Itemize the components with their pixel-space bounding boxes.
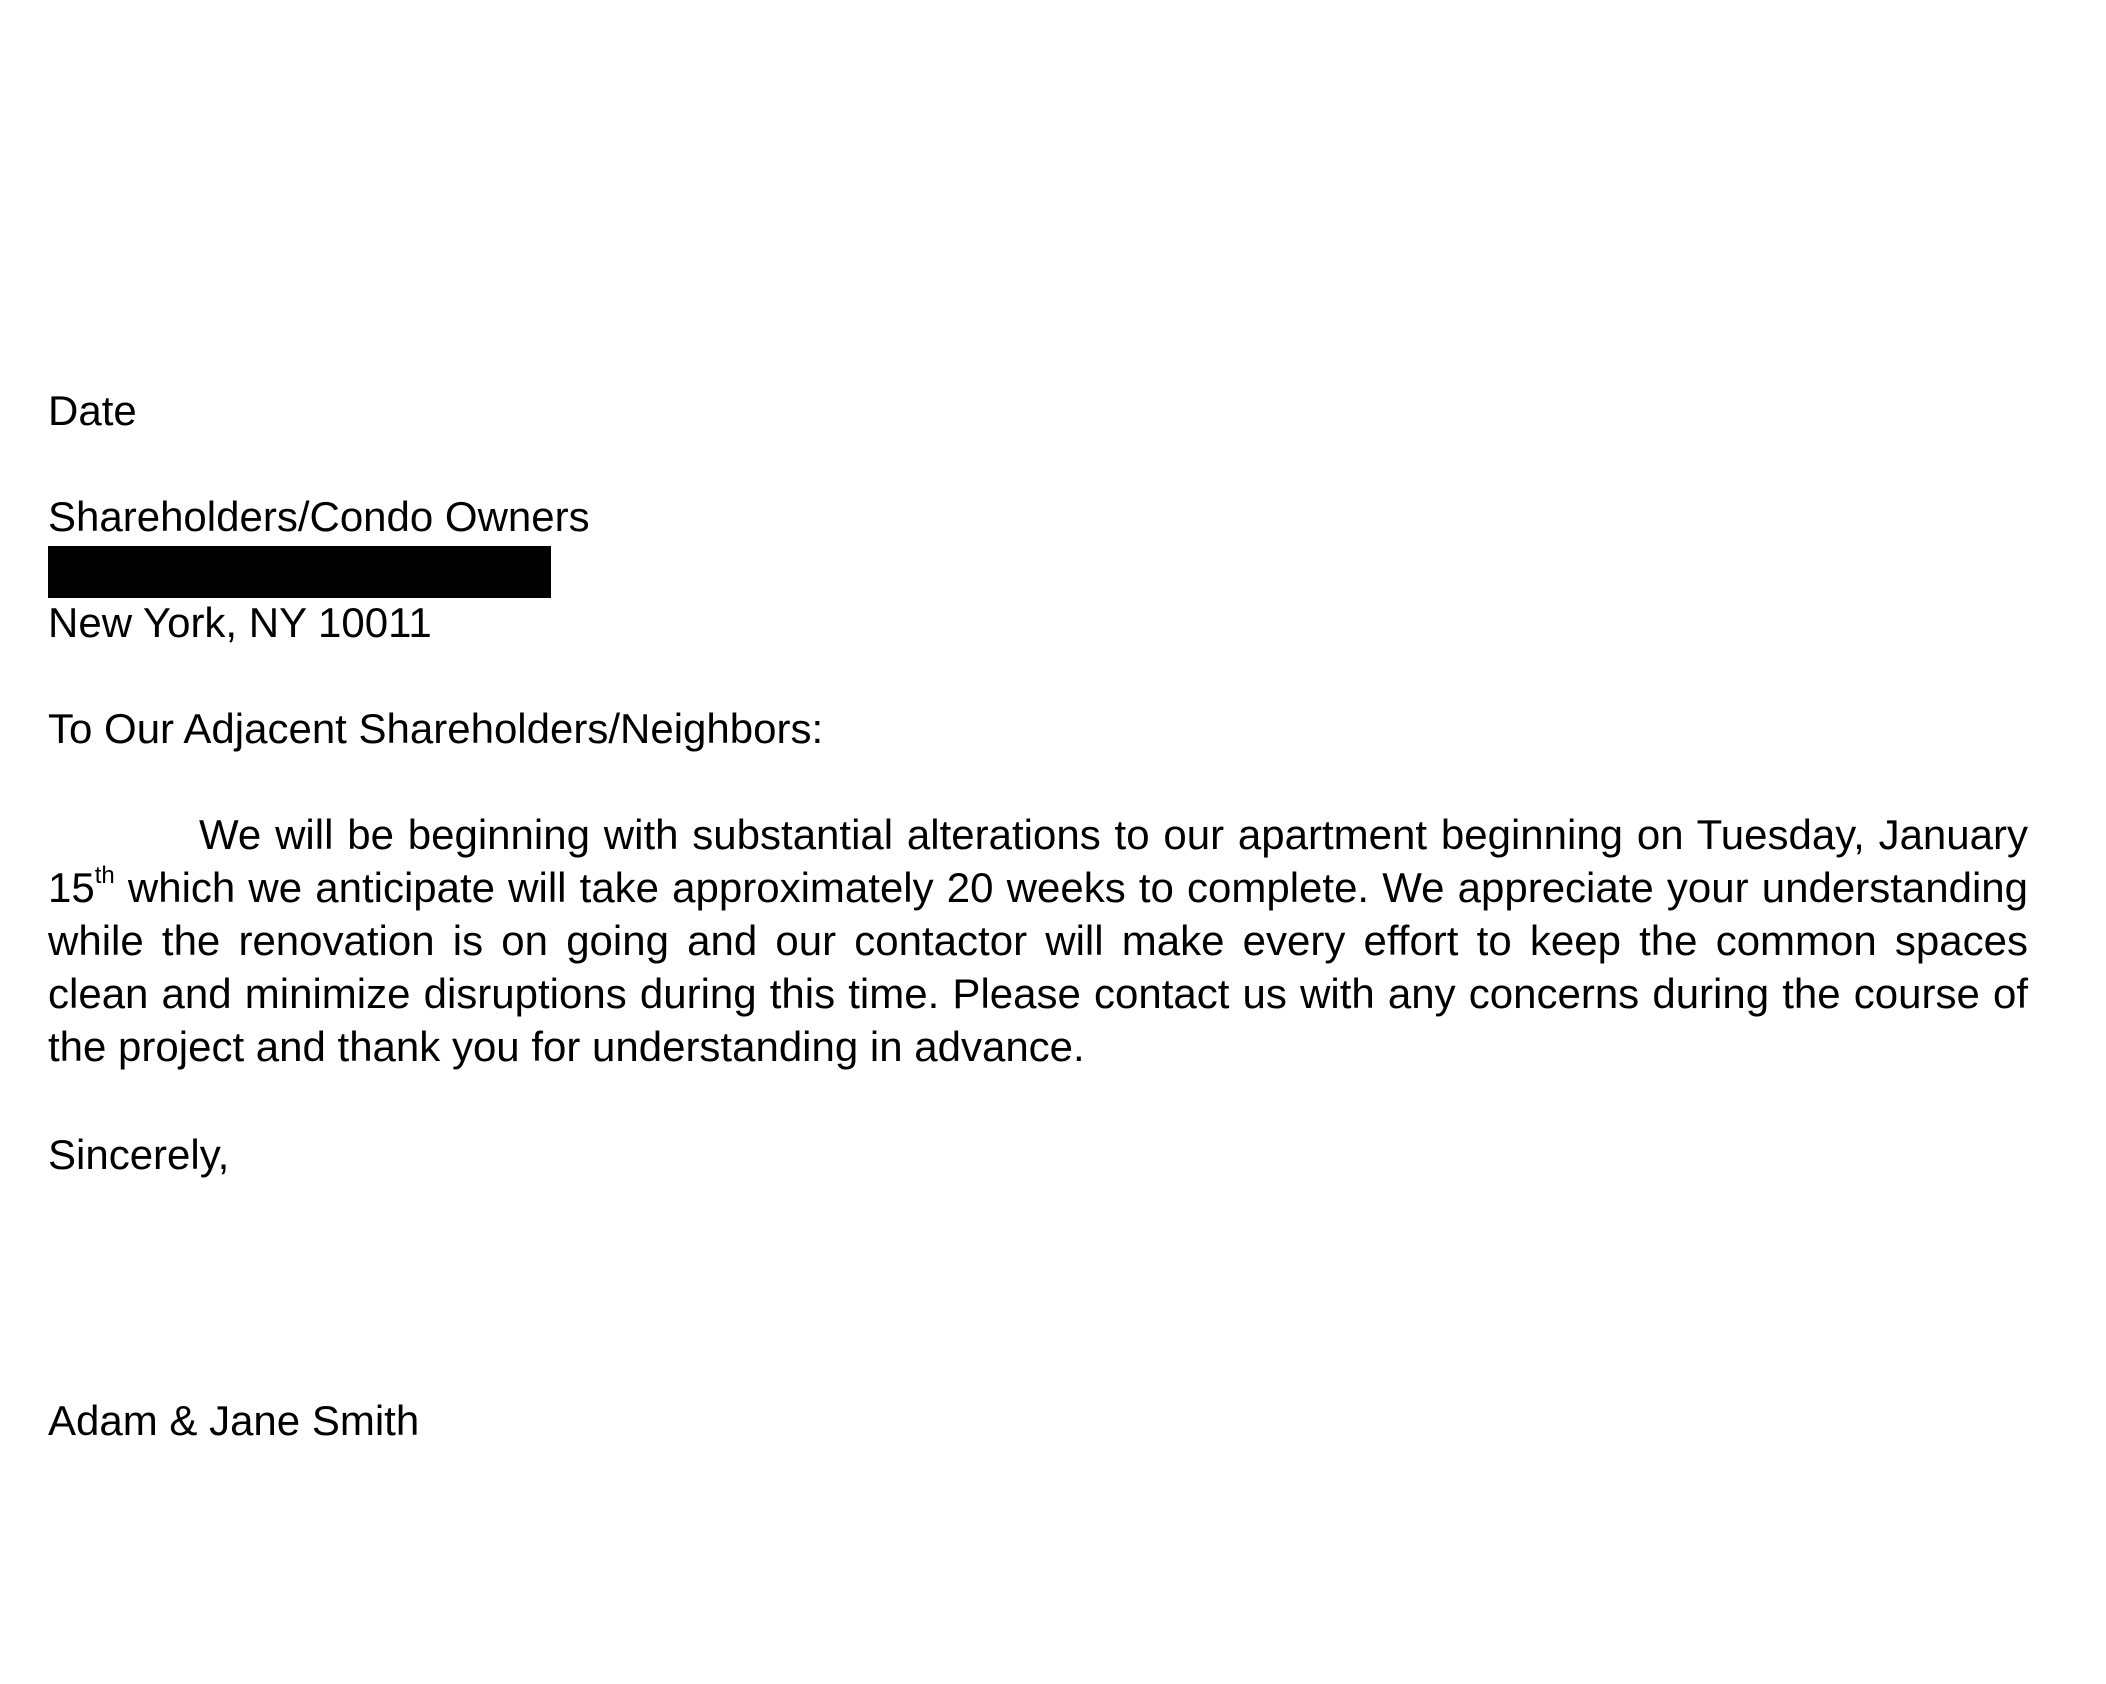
signature-name: Adam & Jane Smith [48, 1397, 420, 1444]
body-paragraph [48, 808, 2028, 1073]
salutation: To Our Adjacent Shareholders/Neighbors: [48, 705, 824, 752]
body-text-part-1: We will be beginning with substantial alterations to our apartment beginning on Tuesday, January 15 [48, 811, 2028, 911]
recipient-line: Shareholders/Condo Owners [48, 493, 590, 540]
body-text-part-2: which we anticipate will take approximately 20 weeks to complete. We appreciate your understanding while the renovation is on going and our contactor will make every effort to keep the common spaces clean and minimize disruptions during this time. Please contact us with any concerns during the course of the project and thank you for understanding in advance. [48, 864, 2028, 1070]
recipient-city-state-zip: New York, NY 10011 [48, 599, 432, 646]
redacted-address-bar [48, 546, 551, 598]
date-line: Date [48, 387, 137, 434]
closing: Sincerely, [48, 1131, 230, 1178]
ordinal-superscript: th [94, 862, 115, 889]
